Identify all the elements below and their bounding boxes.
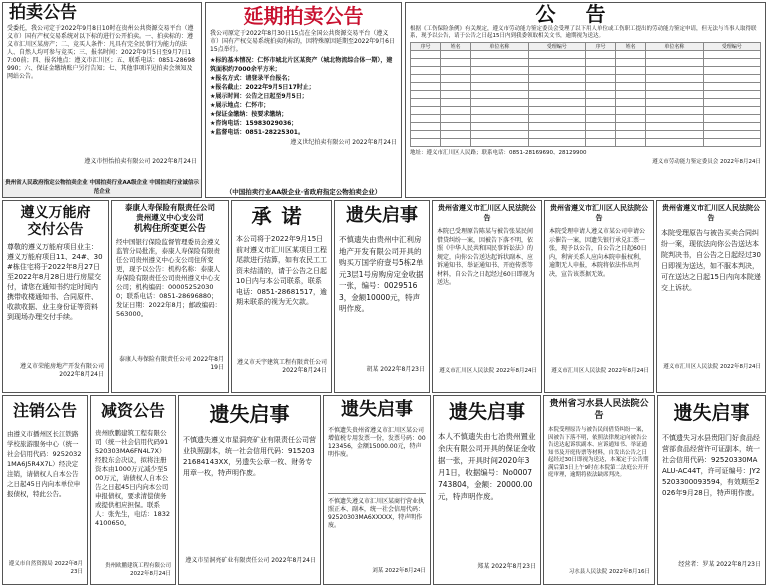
table-cell xyxy=(585,59,615,67)
auction-notice-footer: 贵州省人民政府指定公物拍卖企业 中国拍卖行业AA级企业 中国拍卖行业诚信示范企业 xyxy=(3,179,201,197)
xishui-court-body: 本院受理原告与被告民间借贷纠纷一案，因被告下落不明，依照法律规定向被告公告送达起诉状副本、应诉通知书、举证通知书及开庭传票等材料，自发出公告之日起经过30日即视为送达，本案定于公告期满后第3日上午9时在本院第二法庭公开开庭审理，逾期将依法缺席判决。 xyxy=(548,427,649,478)
table-cell xyxy=(703,123,760,131)
postponed-auction-item: ★标的基本情况：仁怀市城北片区某资产（城北物流综合体一期），建筑面积约7000余平方米； xyxy=(210,57,393,73)
xishui-court-title: 贵州省习水县人民法院公告 xyxy=(549,399,649,421)
table-cell xyxy=(585,123,615,131)
commitment-title: 承诺 xyxy=(251,204,312,228)
lost-notice-2 xyxy=(178,395,321,585)
postponed-auction-item: ★咨询电话：15983029036； xyxy=(210,120,298,127)
table-cell xyxy=(703,67,760,75)
table-cell xyxy=(585,67,615,75)
commitment-notice xyxy=(231,200,332,393)
court-notice-2 xyxy=(544,200,654,393)
table-cell xyxy=(616,75,646,83)
lost-notice-4 xyxy=(433,395,541,585)
table-cell xyxy=(528,123,585,131)
postponed-auction-notice xyxy=(205,2,402,198)
address-change-title-2: 贵州遵义中心支公司 xyxy=(136,213,204,222)
table-cell xyxy=(585,115,615,123)
capital-reduction-title: 减资公告 xyxy=(100,401,165,420)
table-cell xyxy=(471,99,528,107)
table-header-cell: 受理编号 xyxy=(703,43,760,51)
table-header-cell: 姓名 xyxy=(441,43,471,51)
postponed-auction-sign: 遵义世纪拍卖有限公司 2022年8月24日 xyxy=(290,139,397,146)
table-cell xyxy=(616,131,646,139)
table-cell xyxy=(471,59,528,67)
table-cell xyxy=(411,59,441,67)
labor-appraisal-note: 地址：遵义市汇川区人民路；联系电话：0851-28169690、28129900 xyxy=(410,150,587,156)
table-cell xyxy=(528,131,585,139)
table-cell xyxy=(616,51,646,59)
address-change-notice xyxy=(111,200,229,393)
table-cell xyxy=(585,51,615,59)
lost-notice-1 xyxy=(334,200,430,393)
table-cell xyxy=(646,75,703,83)
postponed-auction-item: ★报名方式：请登录平台报名； xyxy=(210,75,294,82)
court-notice-3 xyxy=(656,200,766,393)
table-cell xyxy=(471,139,528,147)
delivery-notice-title-2: 交付公告 xyxy=(27,222,84,238)
table-cell xyxy=(411,51,441,59)
labor-appraisal-table xyxy=(410,42,761,147)
table-cell xyxy=(646,67,703,75)
table-cell xyxy=(411,123,441,131)
table-cell xyxy=(411,75,441,83)
court-notice-3-title: 贵州省遵义市汇川区人民法院公告 xyxy=(662,203,760,222)
auction-notice-body: 受委托，我公司定于2022年9月8日10时在贵州公共资源交易平台（遵义市）国有产权交易系统对以下标的进行公开拍卖。一、拍卖标的：遵义市汇川区某房产；二、竞买人条件：凡具有完全民事行为能力的法人、自然人均可参与竞买；三、报名时间：2022年9月5日至9月7日17:00前；四、报名地点：遵义市汇川区；五、联系电话：0851-28698990；六、保证金缴纳账户另行告知；七、其他事项详见拍卖会须知及网站公告。 xyxy=(7,25,195,80)
table-cell xyxy=(441,139,471,147)
table-cell xyxy=(528,115,585,123)
table-cell xyxy=(646,123,703,131)
table-cell xyxy=(616,91,646,99)
postponed-auction-item: ★展示地点：仁怀市； xyxy=(210,102,270,109)
table-cell xyxy=(411,99,441,107)
table-cell xyxy=(646,115,703,123)
table-cell xyxy=(585,131,615,139)
address-change-title-3: 机构住所变更公告 xyxy=(133,224,206,234)
auction-notice-left xyxy=(2,2,202,198)
labor-appraisal-sign: 遵义市劳动能力鉴定委员会 2022年8月24日 xyxy=(652,159,761,165)
cancellation-notice xyxy=(2,395,88,585)
table-cell xyxy=(616,67,646,75)
table-cell xyxy=(616,83,646,91)
table-cell xyxy=(471,75,528,83)
lost-notice-4-sign: 郑某 2022年8月23日 xyxy=(477,563,536,570)
table-cell xyxy=(703,107,760,115)
table-cell xyxy=(646,91,703,99)
postponed-auction-item: ★报名截止：2022年9月5日17时止； xyxy=(210,84,315,91)
table-cell xyxy=(616,115,646,123)
court-notice-3-body: 本院受理原告与被告买卖合同纠纷一案，现依法向你公告送达本院判决书，自公告之日起经过30日即视为送达，如不服本判决，可在送达之日起15日内向本院递交上诉状。 xyxy=(661,229,761,292)
court-notice-1-sign: 遵义市汇川区人民法院 2022年8月24日 xyxy=(439,368,537,374)
court-notice-1-body: 本院已受理原告陈某与被告张某民间借贷纠纷一案，因被告下落不明，依照《中华人民共和国民事诉讼法》的规定，向你公告送达起诉状副本、应诉通知书、举证通知书、开庭传票等材料，自公告之日起经过60日即视为送达。 xyxy=(437,228,535,286)
table-header-cell: 受理编号 xyxy=(528,43,585,51)
delivery-notice xyxy=(2,200,109,393)
commitment-body: 本公司将于2022年9月15日前对遵义市汇川区某项目工程尾款进行结算，如有农民工工资未结清的，请于公告之日起10日内与本公司联系，联系电话：0851-28681517，逾期未联系的视为无欠款。 xyxy=(236,235,327,306)
labor-appraisal-notice xyxy=(405,2,766,198)
auction-notice-title: 拍卖公告 xyxy=(9,3,77,23)
table-cell xyxy=(646,59,703,67)
table-cell xyxy=(703,59,760,67)
table-cell xyxy=(585,107,615,115)
table-cell xyxy=(646,99,703,107)
delivery-notice-title-1: 遵义万能府 xyxy=(20,205,91,221)
table-cell xyxy=(441,99,471,107)
lost-notice-3-sign: 刘某 2022年8月24日 xyxy=(372,568,426,574)
table-row xyxy=(411,99,761,107)
table-header-cell: 姓名 xyxy=(616,43,646,51)
table-cell xyxy=(528,75,585,83)
table-cell xyxy=(471,131,528,139)
table-row xyxy=(411,75,761,83)
table-cell xyxy=(528,59,585,67)
table-cell xyxy=(703,99,760,107)
xishui-court-notice xyxy=(543,395,655,585)
table-cell xyxy=(441,107,471,115)
table-cell xyxy=(585,91,615,99)
table-cell xyxy=(616,107,646,115)
lost-notice-5 xyxy=(657,395,766,585)
table-row xyxy=(411,67,761,75)
table-cell xyxy=(471,91,528,99)
table-row xyxy=(411,83,761,91)
court-notice-2-title: 贵州省遵义市汇川区人民法院公告 xyxy=(550,203,648,222)
lost-notice-3-body-1: 不慎遗失贵州省遵义市汇川区某公司增值税专用发票一份，发票号码：00123456，金额15000.00元，特声明作废。 xyxy=(328,427,426,458)
table-cell xyxy=(441,115,471,123)
lost-notice-2-sign: 遵义市星洞亮矿业有限责任公司 2022年8月24日 xyxy=(185,557,316,564)
table-cell xyxy=(703,83,760,91)
table-cell xyxy=(703,91,760,99)
court-notice-2-sign: 遵义市汇川区人民法院 2022年8月24日 xyxy=(551,368,649,374)
lost-notice-3 xyxy=(323,395,431,585)
postponed-auction-item: ★展示时间：公告之日起至9月5日； xyxy=(210,93,308,100)
lost-notice-1-title: 遗失启事 xyxy=(346,205,418,226)
table-cell xyxy=(616,59,646,67)
address-change-body: 经中国银行保险监督管理委员会遵义监管分局批准，泰康人寿保险有限责任公司贵州遵义中心支公司住所变更，现予以公告：机构名称：泰康人寿保险有限责任公司贵州遵义中心支公司；机构编码：000052520300；联系电话：0851-28696880；发证日期：2022年8月；邮政编码：563000。 xyxy=(116,238,222,318)
postponed-auction-body: 我公司原定于2022年8月30日15点在全国公共资源交易平台（遵义市）国有产权交易系统拍卖的标的，因特殊原因延期至2022年9月6日15点举行。 xyxy=(210,30,395,53)
table-cell xyxy=(646,51,703,59)
table-cell xyxy=(411,131,441,139)
table-cell xyxy=(703,51,760,59)
labor-appraisal-body: 根据《工伤保险条例》有关规定，遵义市劳动能力鉴定委员会受理了以下用人单位或工伤职工提出的劳动能力鉴定申请，但无法与当事人取得联系，现予以公告，请于公告之日起15日内到我委领取相关文书，逾期视为送达。 xyxy=(410,26,757,39)
table-row xyxy=(411,115,761,123)
lost-notice-2-title: 遗失启事 xyxy=(209,402,290,426)
lost-notice-3-title: 遗失启事 xyxy=(341,399,413,420)
lost-notice-1-sign: 胡某 2022年8月23日 xyxy=(366,366,425,373)
lost-notice-5-title: 遗失启事 xyxy=(673,402,750,424)
table-cell xyxy=(471,115,528,123)
table-cell xyxy=(411,115,441,123)
table-cell xyxy=(703,115,760,123)
court-notice-1 xyxy=(432,200,542,393)
lost-notice-4-title: 遗失启事 xyxy=(448,401,525,423)
table-cell xyxy=(703,75,760,83)
table-cell xyxy=(471,67,528,75)
table-cell xyxy=(441,51,471,59)
table-cell xyxy=(585,99,615,107)
cancellation-title: 注销公告 xyxy=(12,401,77,420)
table-cell xyxy=(471,83,528,91)
table-cell xyxy=(411,107,441,115)
address-change-title-1: 泰康人寿保险有限责任公司 xyxy=(125,203,215,212)
table-cell xyxy=(441,131,471,139)
lost-notice-3-body-2: 不慎遗失遵义市汇川区某商行营业执照正本、副本，统一社会信用代码：92520303MA6XXXXX，特声明作废。 xyxy=(328,498,425,529)
capital-reduction-body: 贵州欧鹏建筑工程有限公司（统一社会信用代码91520303MA6FN4L7X）经股东会决议，拟将注册资本由1000万元减少至500万元，请债权人自本公告之日起45日内向本公司申报债权，要求清偿债务或提供相应担保。联系人：张先生，电话：18324100650。 xyxy=(95,429,171,527)
table-row xyxy=(411,91,761,99)
court-notice-1-title: 贵州省遵义市汇川区人民法院公告 xyxy=(438,203,536,222)
table-cell xyxy=(411,91,441,99)
table-cell xyxy=(441,75,471,83)
table-cell xyxy=(585,75,615,83)
table-cell xyxy=(471,51,528,59)
table-cell xyxy=(528,107,585,115)
table-cell xyxy=(471,107,528,115)
table-cell xyxy=(441,67,471,75)
table-cell xyxy=(616,99,646,107)
table-cell xyxy=(471,123,528,131)
table-cell xyxy=(646,131,703,139)
table-cell xyxy=(441,91,471,99)
lost-notice-4-body: 本人不慎遗失由七冶贵州置业余庆有限公司开具的保证金收据一张，开具时间2020年3月1日，收据编号：No0007743804，金额：20000.00元，特声明作废。 xyxy=(438,432,536,501)
table-cell xyxy=(646,107,703,115)
table-cell xyxy=(411,67,441,75)
table-cell xyxy=(616,123,646,131)
table-cell xyxy=(441,123,471,131)
postponed-auction-items xyxy=(206,55,401,138)
table-header-cell: 序号 xyxy=(411,43,441,51)
cancellation-body: 由遵义市播州区长江铁路学校旅游服务中心（统一社会信用代码：92520321MA6J5R4X7L）经决定注销，请债权人自本公告之日起45日内向本单位申报债权，特此公告。 xyxy=(7,430,82,498)
table-header-cell: 单位名称 xyxy=(471,43,528,51)
delivery-notice-sign: 遵义市荣能房地产开发有限公司 2022年8月24日 xyxy=(19,363,104,378)
labor-appraisal-title: 公告 xyxy=(535,2,636,26)
table-row xyxy=(411,59,761,67)
capital-reduction-sign: 贵州欧鹏建筑工程有限公司 2022年8月24日 xyxy=(104,563,171,577)
table-cell xyxy=(411,139,441,147)
table-header-cell: 序号 xyxy=(585,43,615,51)
capital-reduction-notice xyxy=(90,395,176,585)
table-cell xyxy=(411,83,441,91)
address-change-sign: 泰康人寿保险有限责任公司 2022年8月19日 xyxy=(119,356,224,371)
lost-notice-5-sign: 经营者：罗某 2022年8月23日 xyxy=(678,561,761,568)
postponed-auction-footer: （中国拍卖行业AA级企业·省政府指定公物拍卖企业） xyxy=(206,188,401,197)
table-cell xyxy=(585,139,615,147)
lost-notice-2-body: 不慎遗失遵义市星洞亮矿业有限责任公司营业执照副本，统一社会信用代码：91520321684143XX，另遗失公章一枚、财务专用章一枚，特声明作废。 xyxy=(183,436,316,477)
court-notice-2-body: 本院受理申请人遵义市某公司申请公示催告一案，因遗失银行承兑汇票一张，现予以公告，自公告之日起60日内，利害关系人应向本院申报权利，逾期无人申报，本院将依法作出判决，宣告该票据无效。 xyxy=(549,228,647,278)
auction-notice-sign: 遵义市恒怡拍卖有限公司 2022年8月24日 xyxy=(84,158,197,165)
table-row xyxy=(411,123,761,131)
table-cell xyxy=(441,59,471,67)
table-cell xyxy=(528,99,585,107)
xishui-court-sign: 习水县人民法院 2022年8月16日 xyxy=(568,569,650,575)
table-row xyxy=(411,107,761,115)
postponed-auction-item: ★监督电话：0851-28225301。 xyxy=(210,129,304,136)
postponed-auction-item: ★保证金缴纳：按要求缴纳； xyxy=(210,111,288,118)
delivery-notice-body: 尊敬的遵义万能府项目业主：遵义万能府项目11、24#、30#栋住宅将于2022年8月27日至2022年8月28日进行房屋交付，请您在通知书约定时间内携带收楼通知书、合同原件、收款收据、业主身份证等资料到现场办理交付手续。 xyxy=(7,243,103,321)
commitment-sign: 遵义市天宇建筑工程有限责任公司 2022年8月24日 xyxy=(236,359,327,374)
lost-notice-5-body: 不慎遗失习水县贵阳门好食品经营部食品经营许可证副本，统一社会信用代码：92520330MAALU-AC44T，许可证编号：JY25203300093594，有效期至2026年9月28日，特声明作废。 xyxy=(662,434,761,497)
table-row xyxy=(411,131,761,139)
table-row xyxy=(411,139,761,147)
table-cell xyxy=(646,139,703,147)
table-cell xyxy=(646,83,703,91)
court-notice-3-sign: 遵义市汇川区人民法院 2022年8月24日 xyxy=(663,364,761,370)
table-header-cell: 单位名称 xyxy=(646,43,703,51)
table-cell xyxy=(441,83,471,91)
table-cell xyxy=(703,139,760,147)
table-cell xyxy=(616,139,646,147)
table-cell xyxy=(528,91,585,99)
table-row xyxy=(411,51,761,59)
table-cell xyxy=(703,131,760,139)
cancellation-sign: 遵义市自然资源局 2022年8月23日 xyxy=(8,561,83,575)
table-cell xyxy=(528,139,585,147)
table-cell xyxy=(528,67,585,75)
postponed-auction-title: 延期拍卖公告 xyxy=(243,4,364,28)
table-cell xyxy=(585,83,615,91)
table-cell xyxy=(528,51,585,59)
table-cell xyxy=(528,83,585,91)
lost-notice-1-body: 不慎遗失由贵州中汇利房地产开发有限公司开具的购买万国学府壹号5栋2单元3层1号房购房定金收据一张，编号：00295163，金额10000元，特声明作废。 xyxy=(339,235,424,313)
